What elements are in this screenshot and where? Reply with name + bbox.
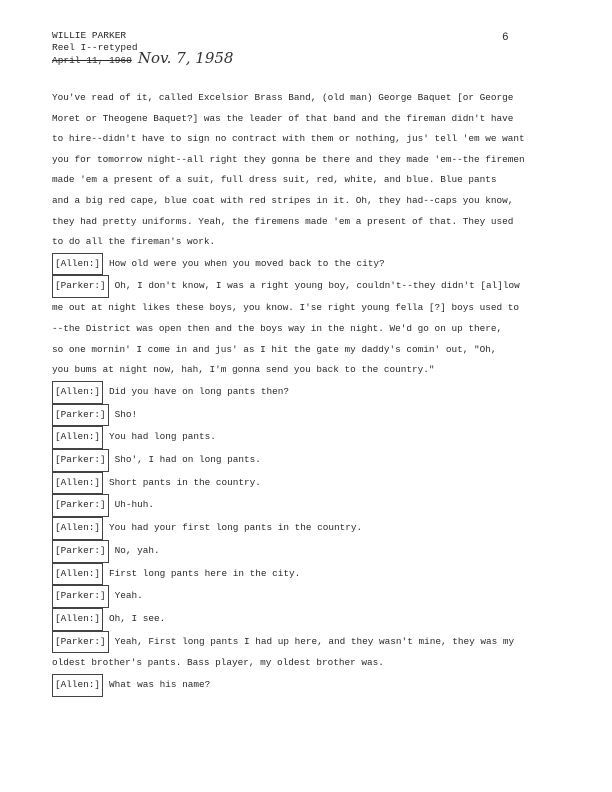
- speaker-label: [Parker:]: [52, 585, 109, 608]
- opening-paragraph: [52, 88, 572, 253]
- dialogue-continuation-line: [52, 340, 572, 361]
- paragraph-line: they had pretty uniforms. Yeah, the firemens made 'em a present of that. They used: [52, 215, 514, 227]
- struck-date: April 11, 1960: [52, 55, 132, 66]
- paragraph-line: Moret or Theogene Baquet?] was the leader of that band and the fireman didn't have: [52, 112, 514, 124]
- speaker-label: [Allen:]: [52, 608, 103, 631]
- dialogue-text: No, yah.: [114, 544, 160, 556]
- speaker-label: [Parker:]: [52, 449, 109, 472]
- interviewee-name: WILLIE PARKER: [52, 30, 127, 41]
- dialogue-text: You had your first long pants in the country.: [109, 522, 363, 534]
- dialogue-text: Sho!: [114, 408, 138, 420]
- dialogue-continuation-line: [52, 319, 572, 340]
- speaker-label: [Parker:]: [52, 404, 109, 427]
- dialogue-turn: [52, 472, 572, 495]
- speaker-label: [Allen:]: [52, 472, 103, 495]
- paragraph-line: and a big red cape, blue coat with red stripes in it. Oh, they had--caps you know,: [52, 194, 514, 206]
- paragraph-line: you for tomorrow night--all right they gonna be there and they made 'em--the firemen: [52, 153, 525, 165]
- dialogue-turn: [52, 449, 572, 472]
- dialogue-turn: [52, 381, 572, 404]
- speaker-label: [Allen:]: [52, 381, 103, 404]
- speaker-label: [Parker:]: [52, 631, 109, 654]
- dialogue-turn: [52, 404, 572, 427]
- dialogue-text: you bums at night now, hah, I'm gonna send you back to the country.": [52, 364, 435, 376]
- dialogue-text: Short pants in the country.: [109, 476, 261, 488]
- dialogue-text: Oh, I see.: [109, 613, 166, 624]
- reel-label: Reel I--retyped: [52, 41, 138, 53]
- paragraph-line: made 'em a present of a suit, full dress suit, red, white, and blue. Blue pants: [52, 174, 497, 186]
- dialogue-text: me out at night likes these boys, you know. I'se right young fella [?] boys used to: [52, 302, 519, 314]
- paragraph-line: to hire--didn't have to sign no contract with them or nothing, jus' tell 'em we want: [52, 133, 525, 145]
- dialogue-text: Oh, I don't know, I was a right young boy, couldn't--they didn't [al]low: [114, 280, 520, 292]
- dialogue-turn: [52, 585, 572, 608]
- dialogue: [52, 253, 572, 697]
- paragraph-line: to do all the fireman's work.: [52, 236, 216, 248]
- dialogue-turn: [52, 494, 572, 517]
- dialogue-turn: [52, 608, 572, 631]
- dialogue-text: Yeah, First long pants I had up here, and they wasn't mine, they was my: [114, 635, 515, 647]
- speaker-label: [Allen:]: [52, 517, 103, 540]
- speaker-label: [Parker:]: [52, 275, 109, 298]
- dialogue-turn: [52, 631, 572, 654]
- dialogue-turn: [52, 517, 572, 540]
- handwritten-date: Nov. 7, 1958: [137, 49, 234, 67]
- dialogue-text: First long pants here in the city.: [109, 567, 301, 579]
- speaker-label: [Allen:]: [52, 426, 103, 449]
- page-number: 6: [502, 32, 509, 44]
- dialogue-text: Did you have on long pants then?: [109, 385, 290, 397]
- dialogue-text: oldest brother's pants. Bass player, my oldest brother was.: [52, 657, 384, 669]
- dialogue-turn: [52, 563, 572, 586]
- dialogue-text: Sho', I had on long pants.: [114, 454, 261, 466]
- dialogue-turn: [52, 253, 572, 276]
- dialogue-text: --the District was open then and the boys way in the night. We'd go on up there,: [52, 322, 503, 334]
- speaker-label: [Parker:]: [52, 494, 109, 517]
- dialogue-turn: [52, 275, 572, 298]
- speaker-label: [Allen:]: [52, 674, 103, 697]
- dialogue-text: What was his name?: [109, 679, 211, 691]
- dialogue-continuation-line: [52, 360, 572, 381]
- dialogue-continuation-line: [52, 653, 572, 674]
- dialogue-text: Uh-huh.: [114, 499, 155, 511]
- speaker-label: [Allen:]: [52, 563, 103, 586]
- date-line: [52, 49, 234, 67]
- speaker-label: [Allen:]: [52, 253, 103, 276]
- dialogue-turn: [52, 540, 572, 563]
- dialogue-text: You had long pants.: [109, 431, 216, 443]
- dialogue-text: Yeah.: [114, 590, 143, 602]
- transcript-body: [52, 88, 572, 697]
- dialogue-turn: [52, 674, 572, 697]
- paragraph-line: You've read of it, called Excelsior Brass Band, (old man) George Baquet [or George: [52, 92, 514, 103]
- speaker-label: [Parker:]: [52, 540, 109, 563]
- dialogue-text: How old were you when you moved back to the city?: [109, 257, 385, 269]
- dialogue-text: so one mornin' I come in and jus' as I hit the gate my daddy's comin' out, "Oh,: [52, 343, 497, 355]
- dialogue-turn: [52, 426, 572, 449]
- dialogue-continuation-line: [52, 298, 572, 319]
- page-header: [52, 30, 233, 67]
